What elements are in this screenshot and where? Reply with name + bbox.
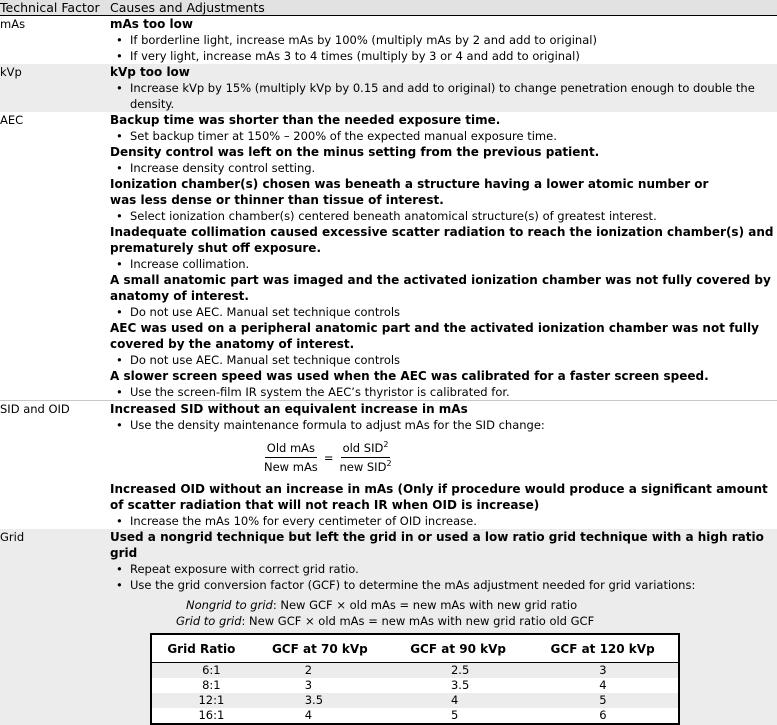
mas-bullet: • If very light, increase mAs 3 to 4 times (multiply by 3 or 4 and add to original) (116, 49, 580, 63)
factor-grid: Grid (0, 529, 110, 725)
gcf-nongrid-line: Nongrid to grid: New GCF × old mAs = new mAs with new grid ratio (186, 598, 578, 612)
aec-bullet: • Set backup timer at 150% – 200% of the expected manual exposure time. (116, 129, 557, 143)
formula-exponent: 2 (383, 440, 389, 449)
aec-cause: Density control was left on the minus setting from the previous patient. (110, 145, 600, 159)
aec-bullet: • Increase collimation. (116, 257, 250, 271)
bullet-icon: • (116, 418, 123, 432)
aec-bullet: • Increase density control setting. (116, 161, 316, 175)
gcf-header-grid-ratio: Grid Ratio (151, 634, 251, 663)
aec-bullet: • Select ionization chamber(s) centered beneath anatomical structure(s) of greatest interest. (116, 209, 657, 223)
aec-cause: A small anatomic part was imaged and the activated ionization chamber was not fully covered by anatomy of interest. (110, 273, 771, 303)
gcf-header-70kvp: GCF at 70 kVp (251, 634, 389, 663)
aec-bullet: • Do not use AEC. Manual set technique controls (116, 353, 401, 367)
formula-left-fraction (262, 441, 320, 475)
oid-bullet: • Increase the mAs 10% for every centimeter of OID increase. (116, 514, 477, 528)
sid-title: Increased SID without an equivalent increase in mAs (110, 402, 468, 416)
kvp-title: kVp too low (110, 65, 190, 79)
table-row: 12:1 3.5 4 5 (151, 693, 679, 708)
bullet-icon: • (116, 305, 123, 319)
formula-old-mas: Old mAs (265, 441, 317, 458)
aec-bullet: • Do not use AEC. Manual set technique controls (116, 305, 401, 319)
mas-title: mAs too low (110, 17, 193, 31)
factor-mas: mAs (0, 16, 110, 65)
aec-cause: A slower screen speed was used when the AEC was calibrated for a faster screen speed. (110, 369, 709, 383)
aec-cause: Inadequate collimation caused excessive scatter radiation to reach the ionization chamber(s) and prematurely shut off exposure. (110, 225, 774, 255)
mas-bullet: • If borderline light, increase mAs by 100% (multiply mAs by 2 and add to original) (116, 33, 597, 47)
row-kvp (0, 64, 777, 112)
bullet-icon: • (116, 49, 123, 63)
density-formula (110, 433, 777, 481)
bullet-icon: • (116, 562, 123, 576)
table-header (0, 0, 777, 16)
grid-title: Used a nongrid technique but left the grid in or used a low ratio grid technique with a high ratio grid (110, 530, 764, 560)
bullet-icon: • (116, 514, 123, 528)
row-grid (0, 529, 777, 725)
kvp-bullet: • Increase kVp by 15% (multiply kVp by 0.15 and add to original) to change penetration enough to double the density. (116, 81, 755, 111)
bullet-icon: • (116, 385, 123, 399)
factor-aec: AEC (0, 112, 110, 401)
gcf-header-90kvp: GCF at 90 kVp (389, 634, 527, 663)
aec-cause: Backup time was shorter than the needed exposure time. (110, 113, 501, 127)
table-row: 6:1 2 2.5 3 (151, 663, 679, 679)
formula-new-mas: New mAs (264, 460, 318, 474)
aec-cause: AEC was used on a peripheral anatomic part and the activated ionization chamber was not fully covered by the anatomy of interest. (110, 321, 759, 351)
bullet-icon: • (116, 209, 123, 223)
gcf-table (150, 633, 680, 725)
oid-title: Increased OID without an increase in mAs (Only if procedure would produce a significant amount of scatter radiation that will not reach IR when OID is increase) (110, 482, 768, 512)
formula-new-sid: new SID$^2$ (339, 459, 392, 474)
factor-sid-oid: SID and OID (0, 401, 110, 530)
gcf-table-header (151, 634, 679, 663)
formula-exponent: 2 (386, 459, 392, 468)
aec-cause: Ionization chamber(s) chosen was beneath a structure having a lower atomic number or was less dense or thinner than tissue of interest. (110, 177, 709, 207)
bullet-icon: • (116, 353, 123, 367)
sid-bullet: • Use the density maintenance formula to adjust mAs for the SID change: (116, 418, 545, 432)
row-aec (0, 112, 777, 401)
bullet-icon: • (116, 257, 123, 271)
header-technical-factor: Technical Factor (0, 0, 110, 16)
row-sid-oid (0, 401, 777, 530)
bullet-icon: • (116, 578, 123, 592)
factor-kvp: kVp (0, 64, 110, 112)
bullet-icon: • (116, 33, 123, 47)
gcf-grid-line: Grid to grid: New GCF × old mAs = new mAs with new grid ratio old GCF (176, 614, 595, 628)
bullet-icon: • (116, 161, 123, 175)
gcf-header-120kvp: GCF at 120 kVp (527, 634, 679, 663)
formula-old-sid: old SID$^2$ (341, 441, 391, 458)
grid-bullet: • Use the grid conversion factor (GCF) to determine the mAs adjustment needed for grid variations: (116, 578, 696, 592)
grid-bullet: • Repeat exposure with correct grid ratio. (116, 562, 359, 576)
header-causes-adjustments: Causes and Adjustments (110, 0, 777, 16)
formula-right-fraction (337, 441, 393, 475)
formula-equals: = (323, 451, 334, 465)
table-row: 16:1 4 5 6 (151, 708, 679, 724)
bullet-icon: • (116, 129, 123, 143)
aec-bullet: • Use the screen-film IR system the AEC’s thyristor is calibrated for. (116, 385, 510, 399)
table-row: 8:1 3 3.5 4 (151, 678, 679, 693)
bullet-icon: • (116, 81, 123, 95)
row-mas (0, 16, 777, 65)
